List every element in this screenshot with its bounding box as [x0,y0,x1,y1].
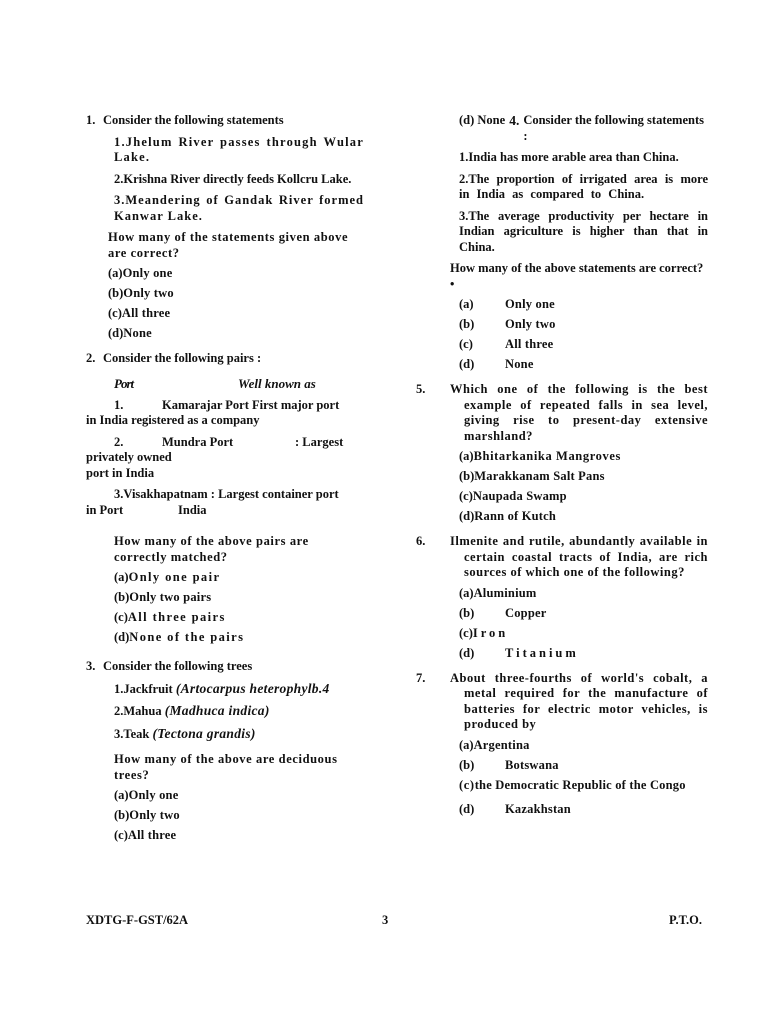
statement: 2.The proportion of irrigated area is more in India as compared to China. [459,171,708,201]
question-number: 5. [416,382,426,396]
question-text: Consider the following statements : [523,113,704,143]
option-a[interactable]: (a) Only one [459,297,555,311]
option-c[interactable]: (c) All three [459,337,554,351]
question-1 [86,113,364,341]
option-a[interactable]: (a)Aluminium [459,585,537,600]
question-3-option-d[interactable]: (d) None [459,113,506,127]
option-a[interactable]: (a)Bhitarkanika Mangroves [459,449,621,463]
pair-2: 2. Mundra Port : Largest privately owned port in India [86,434,344,480]
tree-jackfruit: 1.Jackfruit (Artocarpus heterophylb.4 [114,680,330,696]
column-head-port: Port [114,375,134,391]
option-b[interactable]: (b) Botswana [459,757,559,772]
option-d[interactable]: (d)None [108,326,152,340]
question-number: 3. [86,659,96,673]
page-footer [86,913,702,929]
question-number: 1. [86,113,96,127]
option-b[interactable]: (b) Only two [459,317,556,331]
question-6 [416,534,708,661]
option-c[interactable]: (c)All three [114,828,177,842]
question-7 [416,671,708,818]
question-4 [416,113,708,372]
column-head-well-known: Well known as [238,375,316,391]
statement: 1.India has more arable area than China. [459,150,679,164]
statement: 3.The average productivity per hectare in Indian agriculture is higher than that in China. [459,208,708,254]
page-number: 3 [382,913,389,927]
option-d[interactable]: (d)None of the pairs [114,630,245,644]
question-number: 7. [416,670,426,685]
tree-mahua: 2.Mahua (Madhuca indica) [114,703,270,718]
option-c[interactable]: (c)Iron [459,625,509,640]
question-text: Which one of the following is the best example of repeated falls in sea level, giving rise to present-day extensive marshland? [450,382,708,443]
option-d[interactable]: (d) None [459,357,534,371]
option-a[interactable]: (a)Argentina [459,737,530,752]
question-text: Consider the following trees [103,659,253,673]
tree-teak: 3.Teak (Tectona grandis) [114,725,256,741]
option-c[interactable]: (c)the Democratic Republic of the Congo [459,777,686,792]
option-c[interactable]: (c)Naupada Swamp [459,489,567,503]
option-a[interactable]: (a)Only one [114,788,179,802]
question-3 [86,659,364,843]
question-prompt: How many of the above statements are correct? • [450,261,704,291]
pair-1: 1. Kamarajar Port First major port in India registered as a company [86,397,340,427]
question-number: 6. [416,534,426,548]
question-text: About three-fourths of world's cobalt, a metal required for the manufacture of batteries for electric motor vehicles, is produced by [450,670,708,731]
option-d[interactable]: (d) Kazakhstan [459,802,571,816]
option-a[interactable]: (a)Only one [108,266,173,280]
question-prompt: How many of the statements given above are correct? [108,230,349,260]
question-text: Ilmenite and rutile, abundantly available in certain coastal tracts of India, are rich sources of which one of the following? [450,534,708,579]
option-b[interactable]: (b)Only two [114,808,180,822]
left-column [86,113,364,853]
question-number: 4. [509,113,520,128]
question-text: Consider the following pairs : [103,351,262,365]
question-prompt: How many of the above are deciduous trees? [114,752,338,782]
right-column [416,113,708,827]
pairs-header [114,376,364,392]
exam-code: XDTG-F-GST/62A [86,913,189,927]
option-b[interactable]: (b) Copper [459,605,547,620]
option-b[interactable]: (b)Only two pairs [114,590,212,604]
question-number: 2. [86,351,96,365]
question-text: Consider the following statements [103,113,284,127]
question-5 [416,382,708,524]
question-2 [86,351,364,645]
option-d[interactable]: (d) Titanium [459,645,579,660]
option-c[interactable]: (c)All three [108,306,171,320]
option-d[interactable]: (d)Rann of Kutch [459,509,557,523]
statement: 2.Krishna River directly feeds Kollcru Lake. [114,171,352,186]
option-b[interactable]: (b)Marakkanam Salt Pans [459,469,605,483]
please-turn-over: P.T.O. [669,913,702,927]
statement: 1.Jhelum River passes through Wular Lake. [114,134,364,164]
option-b[interactable]: (b)Only two [108,286,174,300]
option-c[interactable]: (c)All three pairs [114,610,226,624]
option-a[interactable]: (a)Only one pair [114,570,221,584]
pair-3: 3.Visakhapatnam : Largest container port in Port India [86,487,339,517]
question-prompt: How many of the above pairs are correctly matched? [114,534,309,564]
statement: 3.Meandering of Gandak River formed Kanwar Lake. [114,193,364,223]
